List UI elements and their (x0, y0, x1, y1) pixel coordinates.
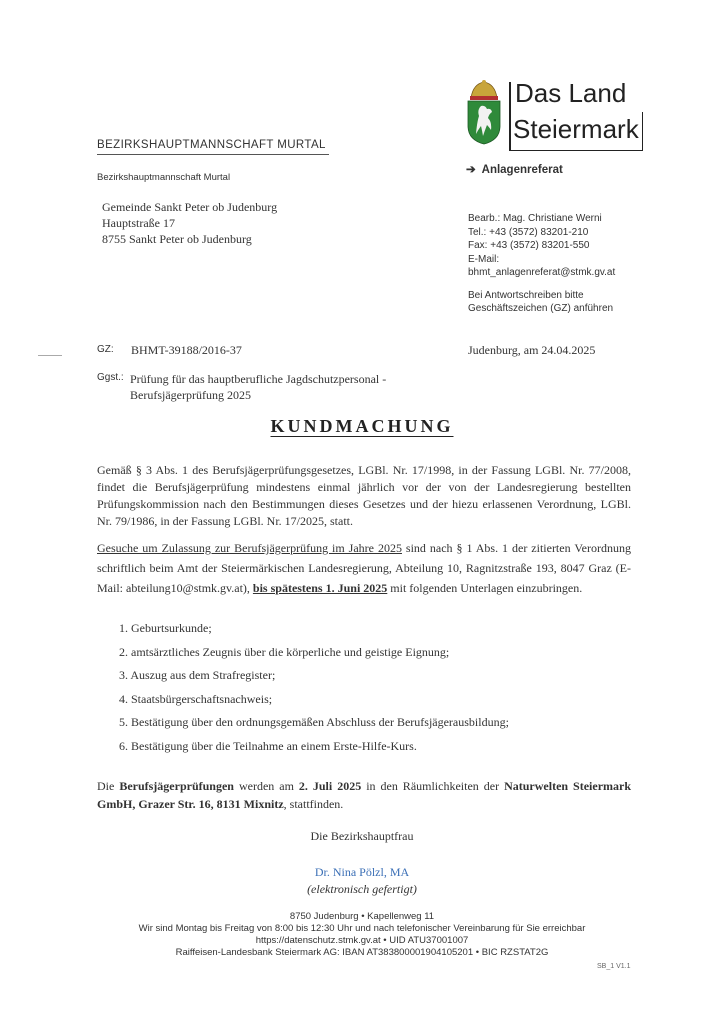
document-title-text: KUNDMACHUNG (270, 416, 454, 436)
application-text-end: mit folgenden Unterlagen einzubringen. (387, 581, 583, 595)
signature-note: (elektronisch gefertigt) (307, 882, 417, 896)
exam-location: Naturwelten Steiermark GmbH, Grazer Str. 16, 8131 Mixnitz (97, 779, 632, 811)
exam-text: Die (97, 779, 120, 793)
department-label: Anlagenreferat (481, 164, 563, 176)
contact-note-1: Bei Antwortschreiben bitte (468, 289, 584, 301)
contact-block (468, 212, 615, 316)
recipient-line-2: Hauptstraße 17 (102, 216, 175, 230)
logo-text-das-land: Das Land (515, 78, 627, 108)
exam-text: werden am (233, 779, 299, 793)
footer-bank: Raiffeisen-Landesbank Steiermark AG: IBAN AT383800001904105201 • BIC RZSTAT2G (175, 947, 549, 958)
paragraph-legal-basis: Gemäß § 3 Abs. 1 des Berufsjägerprüfungsgesetzes, LGBl. Nr. 17/1998, in der Fassung LGBl. Nr. 77/2008, findet die Berufsjägerprüfung mindestens einmal jährlich vor der von der Landesregierung bestellten Prüfungskommission nach den Bestimmungen dieses Gesetzes und der hiezu erlassenen Verordnung, LGBl. Nr. 79/1986, in der Fassung LGBl. Nr. 17/2025, statt. (97, 463, 631, 528)
list-item: 1. Geburtsurkunde; (119, 621, 212, 635)
logo-divider (509, 82, 511, 150)
logo-frame-bottom (509, 150, 643, 151)
authority-name: BEZIRKSHAUPTMANNSCHAFT MURTAL (97, 139, 326, 151)
list-item: 5. Bestätigung über den ordnungsgemäßen Abschluss der Berufsjägerausbildung; (119, 715, 509, 729)
gz-value: BHMT-39188/2016-37 (131, 343, 242, 357)
form-code: SB_1 V1.1 (597, 963, 631, 970)
signatory-name: Dr. Nina Pölzl, MA (314, 865, 410, 879)
contact-fax: Fax: +43 (3572) 83201-550 (468, 240, 590, 251)
authority-underline (97, 154, 329, 155)
application-heading: Gesuche um Zulassung zur Berufsjägerprüfung im Jahre 2025 (97, 541, 402, 555)
recipient-line-1: Gemeinde Sankt Peter ob Judenburg (102, 200, 278, 214)
list-item: 3. Auszug aus dem Strafregister; (119, 668, 276, 682)
sender-line: Bezirkshauptmannschaft Murtal (97, 172, 231, 183)
subject-text (130, 371, 386, 403)
subject-label: Ggst.: (97, 372, 124, 383)
contact-note-2: Geschäftszeichen (GZ) anführen (468, 303, 614, 314)
paragraph-exam-date (97, 777, 631, 813)
logo-text-steiermark: Steiermark (513, 114, 639, 144)
closing-title: Die Bezirkshauptfrau (310, 829, 414, 843)
application-text: sind nach § 1 Abs. 1 der zitierten Verordnung schriftlich beim Amt der Steiermärkischen Landesregierung, Abteilung 10, Ragnitzstraße 193, 8047 Graz (E-Mail: abteilung10@stmk.gv.at), (97, 541, 631, 595)
contact-email[interactable]: bhmt_anlagenreferat@stmk.gv.at (468, 267, 616, 278)
application-deadline: bis spätestens 1. Juni 2025 (252, 581, 388, 595)
footer-address: 8750 Judenburg • Kapellenweg 11 (289, 911, 435, 922)
recipient-address (102, 199, 277, 247)
recipient-line-3: 8755 Sankt Peter ob Judenburg (102, 232, 252, 246)
list-item: 6. Bestätigung über die Teilnahme an einem Erste-Hilfe-Kurs. (119, 738, 417, 753)
exam-text: , stattfinden. (283, 797, 344, 811)
gz-label: GZ: (97, 344, 114, 355)
footer-privacy: https://datenschutz.stmk.gv.at • UID ATU37001007 (255, 935, 469, 946)
footer (0, 911, 724, 959)
footer-hours: Wir sind Montag bis Freitag von 8:00 bis 12:30 Uhr und nach telefonischer Vereinbarung für Sie erreichbar (138, 923, 586, 934)
place-date: Judenburg, am 24.04.2025 (468, 343, 596, 357)
fold-mark (38, 355, 62, 356)
department (466, 162, 563, 176)
contact-tel: Tel.: +43 (3572) 83201-210 (468, 226, 589, 238)
contact-bearb: Bearb.: Mag. Christiane Werni (468, 213, 602, 224)
exam-name: Berufsjägerprüfungen (119, 779, 234, 793)
subject-line-1: Prüfung für das hauptberufliche Jagdschutzpersonal - (130, 372, 387, 386)
exam-date: 2. Juli 2025 (298, 779, 362, 793)
exam-text: in den Räumlichkeiten der (361, 779, 505, 793)
document-title (0, 416, 724, 437)
subject-line-2: Berufsjägerprüfung 2025 (130, 388, 251, 402)
contact-email-label: E-Mail: (468, 253, 500, 265)
styrian-crest-icon (465, 78, 503, 146)
list-item: 4. Staatsbürgerschaftsnachweis; (119, 691, 273, 706)
logo-frame-right (642, 112, 643, 150)
required-documents-list (119, 617, 509, 758)
paragraph-application (97, 538, 631, 598)
list-item: 2. amtsärztliches Zeugnis über die körperliche und geistige Eignung; (119, 644, 450, 659)
arrow-right-icon: ➔ (466, 164, 476, 176)
